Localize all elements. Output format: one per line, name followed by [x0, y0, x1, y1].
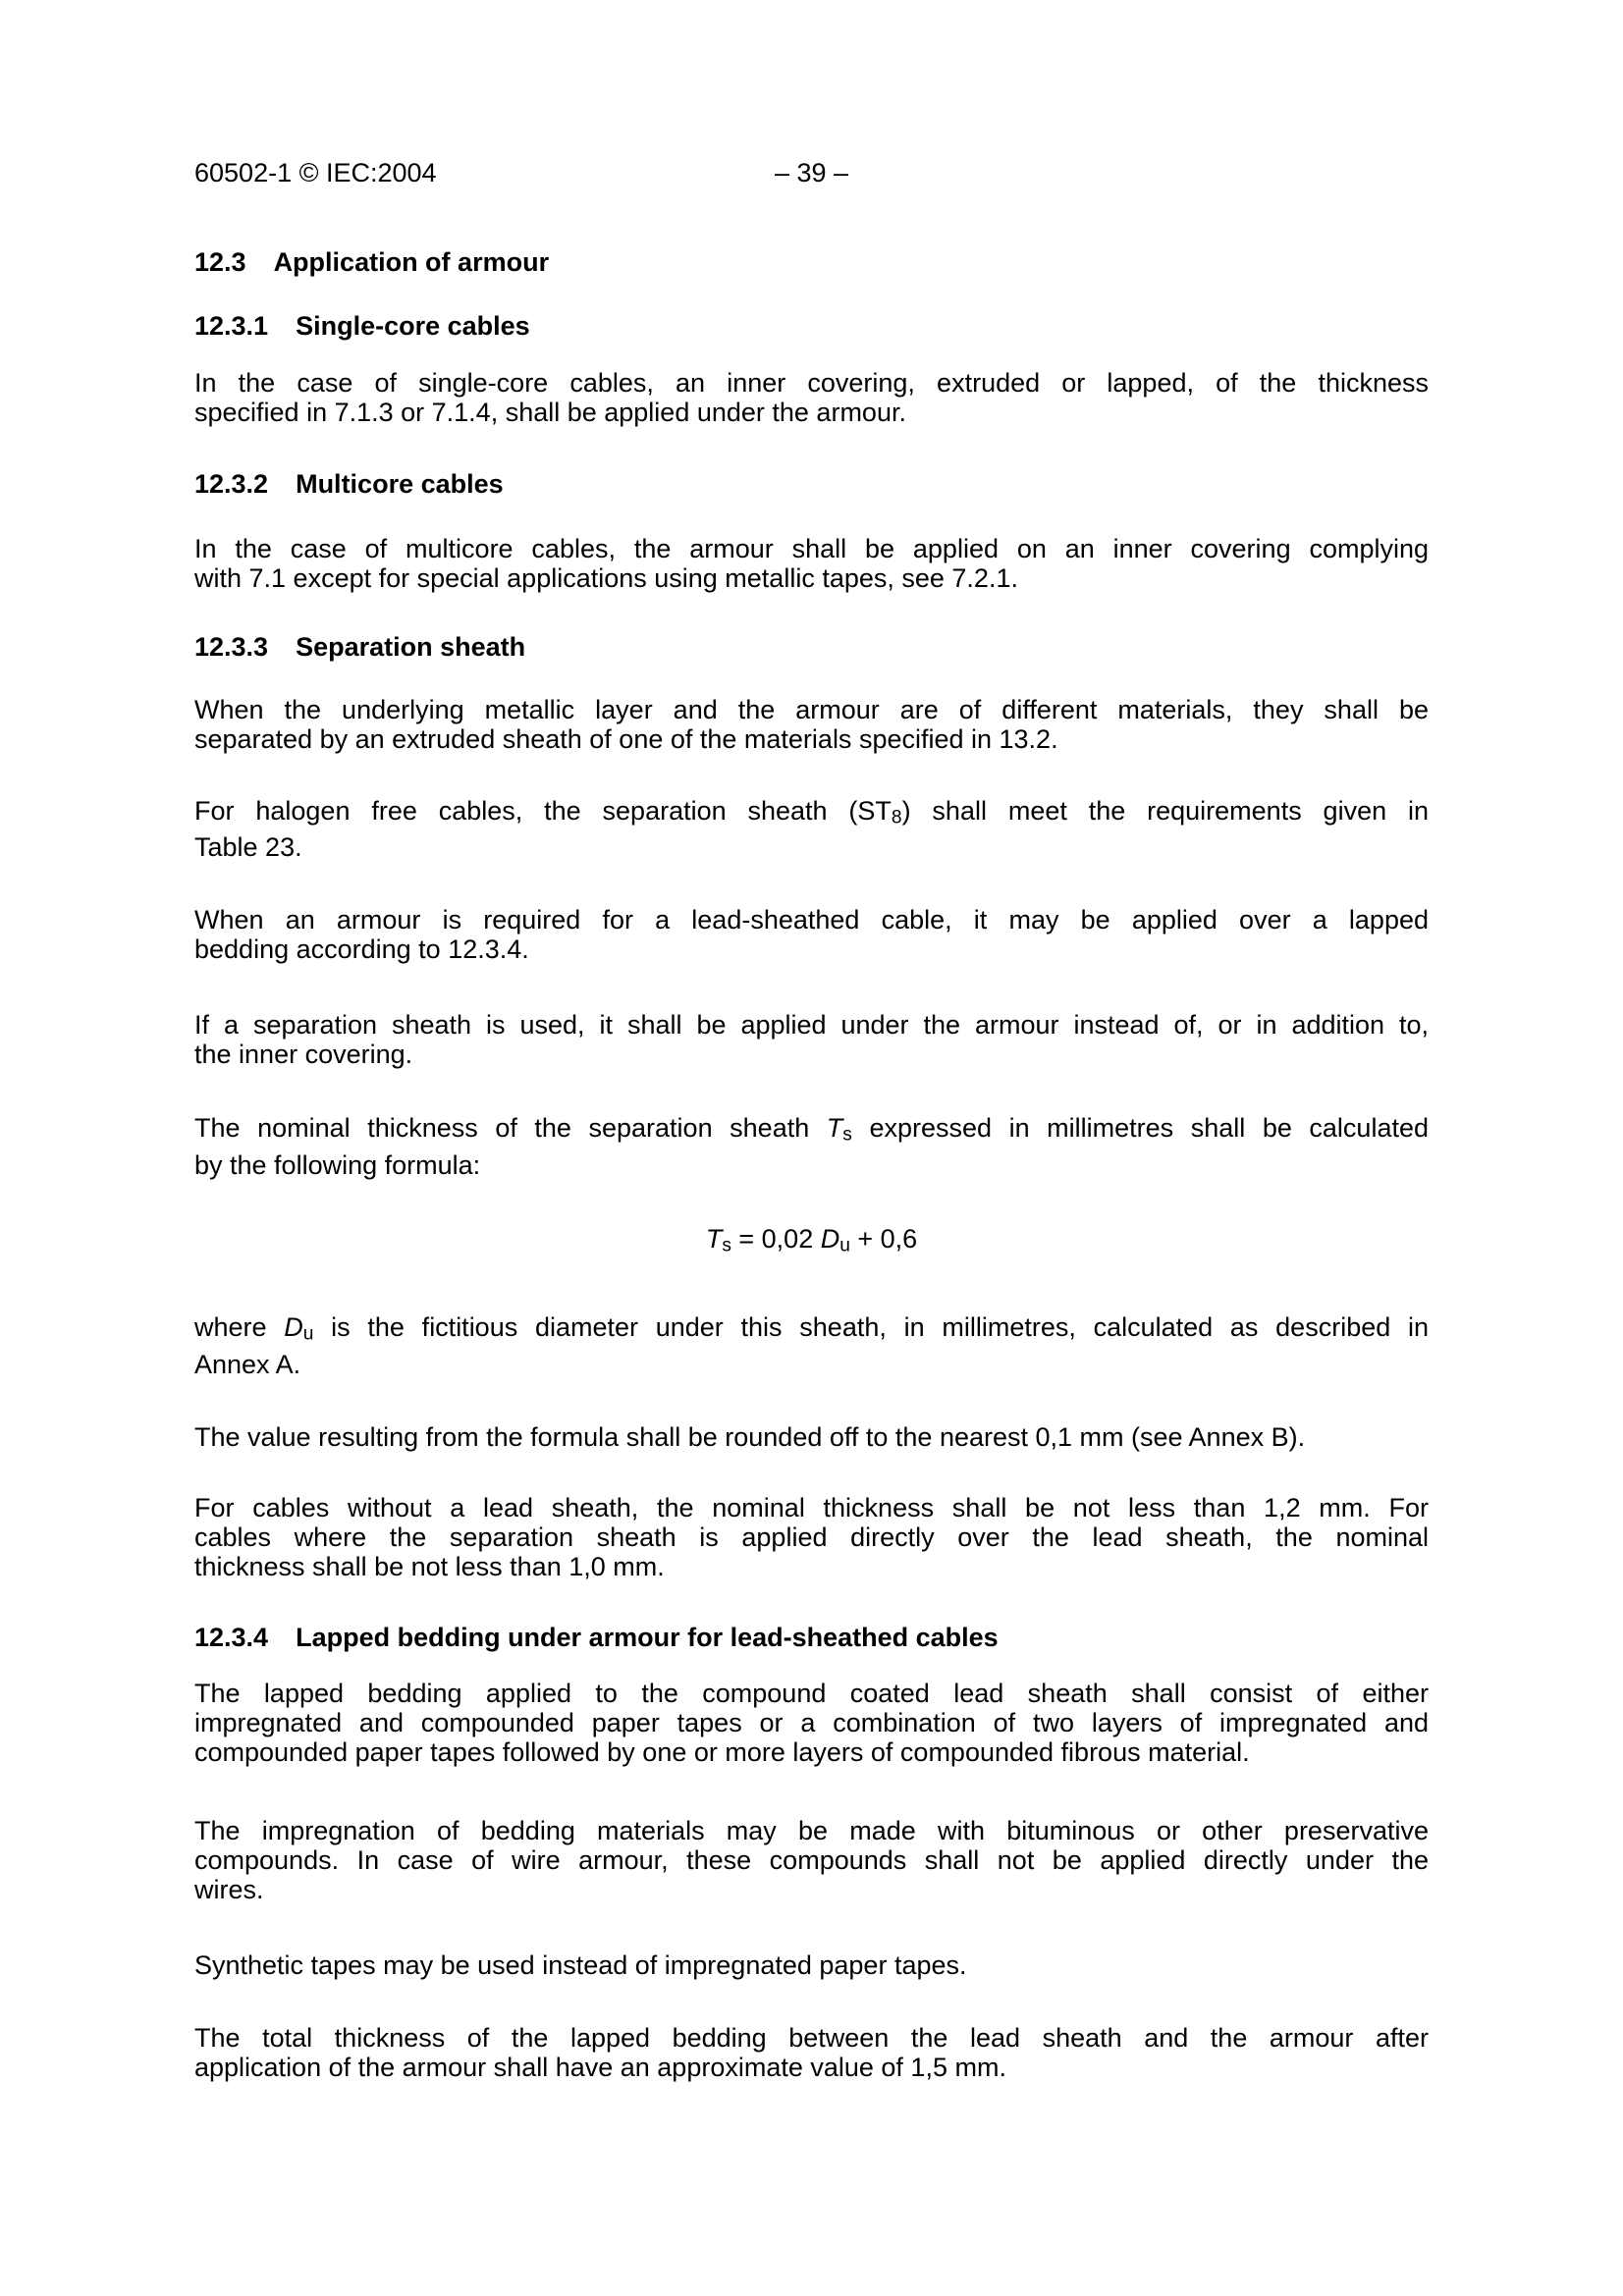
para-multicore-requirement: In the case of multicore cables, the armour shall be applied on an inner covering complying with 7.1 except for special applications using metallic tapes, see 7.2.1. — [194, 534, 1429, 593]
para-rounding-rule: The value resulting from the formula shall be rounded off to the nearest 0,1 mm (see Annex B). — [194, 1421, 1306, 1452]
para-nominal-thickness-intro: The nominal thickness of the separation sheath Ts expressed in millimetres shall be calculated by the following formula: — [194, 1113, 1429, 1180]
section-heading-12-3 — [194, 247, 1429, 277]
section-title: Lapped bedding under armour for lead-sheathed cables — [296, 1622, 999, 1652]
section-number: 12.3.2 — [194, 469, 269, 499]
section-heading-12-3-2 — [194, 469, 1429, 499]
para-total-thickness: The total thickness of the lapped bedding between the lead sheath and the armour after application of the armour shall have an approximate value of 1,5 mm. — [194, 2022, 1429, 2082]
para-lapped-bedding-composition: The lapped bedding applied to the compound coated lead sheath shall consist of either impregnated and compounded paper tapes or a combination of two layers of impregnated and compounded paper tapes followed by one or more layers of compounded fibrous material. — [194, 1678, 1429, 1767]
para-separation-materials: When the underlying metallic layer and the armour are of different materials, they shall be separated by an extruded sheath of one of the materials specified in 13.2. — [194, 695, 1429, 754]
section-title: Multicore cables — [296, 469, 504, 499]
formula-separation-sheath-thickness: Ts = 0,02 Du + 0,6 — [705, 1223, 918, 1256]
para-impregnation-compounds: The impregnation of bedding materials may be made with bituminous or other preservative compounds. In case of wire armour, these compounds shall not be applied directly under the wires. — [194, 1815, 1429, 1904]
page-content — [194, 0, 1429, 2082]
section-heading-12-3-1 — [194, 311, 1429, 341]
para-halogen-free: For halogen free cables, the separation sheath (ST8) shall meet the requirements given in Table 23. — [194, 796, 1429, 863]
section-title: Single-core cables — [296, 311, 530, 341]
page-header — [194, 158, 1429, 187]
section-number: 12.3.3 — [194, 632, 269, 662]
section-title: Application of armour — [273, 247, 550, 277]
para-separation-sheath-position: If a separation sheath is used, it shall be applied under the armour instead of, or in addition to, the inner covering. — [194, 1010, 1429, 1070]
doc-reference: 60502-1 © IEC:2004 — [194, 158, 437, 187]
page-number: – 39 – — [774, 158, 849, 187]
para-minimum-thickness: For cables without a lead sheath, the nominal thickness shall be not less than 1,2 mm. For cables where the separation sheath is applied directly over the lead sheath, the nominal thickness shall be not less than 1,0 mm. — [194, 1492, 1429, 1581]
section-heading-12-3-3 — [194, 632, 1429, 662]
para-single-core-requirement: In the case of single-core cables, an inner covering, extruded or lapped, of the thickness specified in 7.1.3 or 7.1.4, shall be applied under the armour. — [194, 368, 1429, 427]
section-title: Separation sheath — [296, 632, 526, 662]
para-synthetic-tapes: Synthetic tapes may be used instead of impregnated paper tapes. — [194, 1949, 967, 1980]
section-heading-12-3-4 — [194, 1623, 1429, 1652]
section-number: 12.3.4 — [194, 1622, 269, 1652]
section-number: 12.3.1 — [194, 311, 269, 341]
para-fictitious-diameter: where Du is the fictitious diameter under this sheath, in millimetres, calculated as described in Annex A. — [194, 1312, 1429, 1379]
section-number: 12.3 — [194, 247, 246, 277]
para-lead-sheathed-armour: When an armour is required for a lead-sheathed cable, it may be applied over a lapped bedding according to 12.3.4. — [194, 905, 1429, 965]
